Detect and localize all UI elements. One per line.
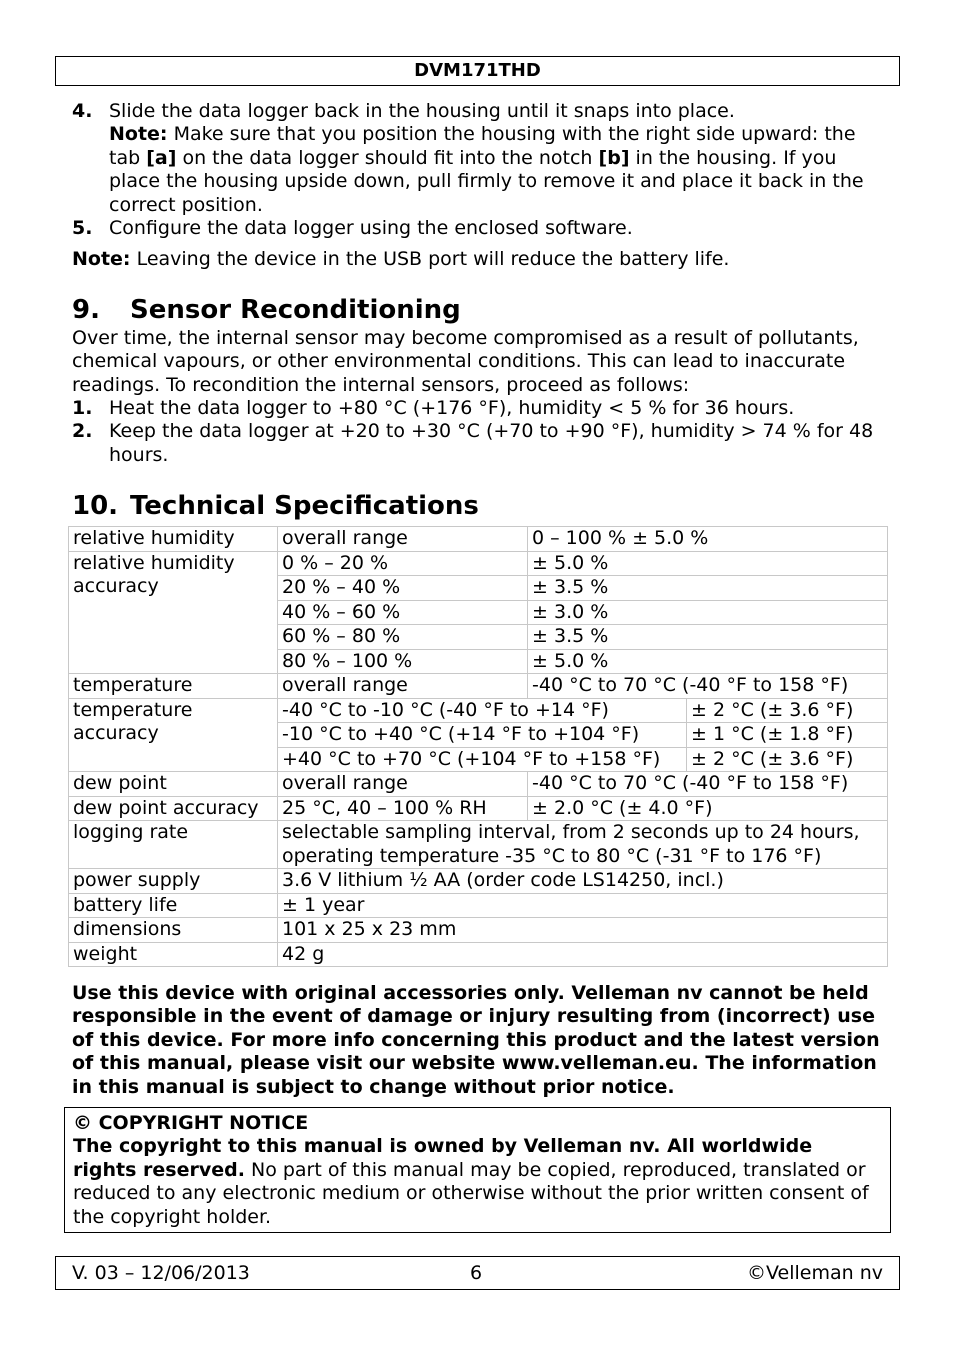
table-row: [69, 796, 888, 821]
spec-range: 40 % – 60 %: [278, 600, 528, 625]
note-text: Leaving the device in the USB port will reduce the battery life.: [130, 248, 730, 271]
note-label: Note:: [109, 123, 168, 146]
spec-label: temperature accuracy: [69, 698, 278, 772]
spec-label: logging rate: [69, 821, 278, 869]
table-row: [69, 674, 888, 699]
spec-label: power supply: [69, 869, 278, 894]
note-label: Note:: [72, 248, 131, 271]
step-text: Heat the data logger to +80 °C (+176 °F), humidity < 5 % for 36 hours.: [109, 397, 795, 420]
table-row: [69, 698, 888, 723]
spec-value: [278, 821, 888, 869]
note-text: on the data logger should fit into the notch: [176, 146, 599, 169]
section-title: Technical Specifications: [130, 491, 479, 522]
page-header: [55, 56, 900, 86]
spec-value: ± 2 °C (± 3.6 °F): [687, 698, 888, 723]
spec-range: -10 °C to +40 °C (+14 °F to +104 °F): [278, 723, 687, 748]
spec-value: ± 2.0 °C (± 4.0 °F): [528, 796, 888, 821]
spec-range: 0 % – 20 %: [278, 551, 528, 576]
spec-label: relative humidity accuracy: [69, 551, 278, 674]
spec-range: overall range: [278, 674, 528, 699]
spec-value: 42 g: [278, 942, 888, 967]
section-title: Sensor Reconditioning: [130, 294, 461, 325]
spec-value: ± 3.5 %: [528, 625, 888, 650]
spec-value-line: selectable sampling interval, from 2 seconds up to 24 hours,: [282, 821, 860, 843]
usb-note: [72, 248, 887, 271]
list-item: [72, 217, 887, 240]
list-item: [72, 100, 887, 217]
page-number: 6: [470, 1262, 483, 1284]
spec-value: ± 5.0 %: [528, 551, 888, 576]
table-row: [69, 942, 888, 967]
spec-value: ± 2 °C (± 3.6 °F): [687, 747, 888, 772]
section-heading: [72, 293, 887, 327]
spec-label: dew point: [69, 772, 278, 797]
company-label: ©Velleman nv: [747, 1262, 883, 1284]
spec-value: ± 3.5 %: [528, 576, 888, 601]
spec-label: relative humidity: [69, 527, 278, 552]
table-row: [69, 772, 888, 797]
specifications-table: [68, 526, 888, 967]
document-title: DVM171THD: [414, 60, 541, 81]
list-item: [72, 420, 887, 467]
step-number: 4.: [72, 100, 93, 122]
section-number: 10.: [72, 491, 119, 522]
copyright-bold-text: The copyright to this manual is owned by Velleman nv. All worldwide rights reserved.: [73, 1135, 813, 1181]
step-number: 2.: [72, 420, 93, 443]
copyright-text: No part of this manual may be copied, reproduced, translated or reduced to any electronic medium or otherwise without the prior written consent of the copyright holder.: [73, 1158, 869, 1228]
table-row: [69, 893, 888, 918]
spec-value: ± 5.0 %: [528, 649, 888, 674]
spec-label: weight: [69, 942, 278, 967]
page-footer: [55, 1256, 900, 1290]
step-number: 1.: [72, 397, 93, 420]
step-text: Slide the data logger back in the housing until it snaps into place.: [109, 100, 735, 122]
spec-label: battery life: [69, 893, 278, 918]
section-heading: [72, 489, 887, 523]
spec-value: -40 °C to 70 °C (-40 °F to 158 °F): [528, 772, 888, 797]
step-number: 5.: [72, 217, 93, 240]
note-text: in the housing. If you place the housing upside down, pull firmly to remove it and place it back in the correct position.: [109, 146, 864, 216]
section-intro: Over time, the internal sensor may become compromised as a result of pollutants, chemical vapours, or other environmental conditions. This can lead to inaccurate readings. To recondition the internal sensors, proceed as follows:: [72, 326, 859, 396]
step-text: Keep the data logger at +20 to +30 °C (+70 to +90 °F), humidity > 74 % for 48 hours.: [109, 420, 874, 466]
copyright-title: © COPYRIGHT NOTICE: [73, 1112, 309, 1134]
step-text: Configure the data logger using the enclosed software.: [109, 217, 633, 240]
list-item: [72, 397, 887, 420]
spec-label: temperature: [69, 674, 278, 699]
table-row: [69, 821, 888, 869]
table-row: [69, 527, 888, 552]
section-number: 9.: [72, 294, 100, 325]
tab-a-label: [a]: [146, 146, 177, 169]
version-label: V. 03 – 12/06/2013: [72, 1262, 250, 1284]
spec-range: overall range: [278, 772, 528, 797]
table-row: [69, 918, 888, 943]
spec-value: ± 1 year: [278, 893, 888, 918]
spec-value: 101 x 25 x 23 mm: [278, 918, 888, 943]
table-row: [69, 551, 888, 576]
spec-label: dimensions: [69, 918, 278, 943]
spec-range: -40 °C to -10 °C (-40 °F to +14 °F): [278, 698, 687, 723]
main-content: [72, 100, 887, 523]
spec-range: overall range: [278, 527, 528, 552]
spec-value-line: operating temperature -35 °C to 80 °C (-31 °F to 176 °F): [282, 844, 822, 867]
spec-range: 80 % – 100 %: [278, 649, 528, 674]
spec-value: ± 3.0 %: [528, 600, 888, 625]
spec-value: ± 1 °C (± 1.8 °F): [687, 723, 888, 748]
spec-range: 60 % – 80 %: [278, 625, 528, 650]
spec-range: 20 % – 40 %: [278, 576, 528, 601]
spec-range: +40 °C to +70 °C (+104 °F to +158 °F): [278, 747, 687, 772]
copyright-notice: [64, 1107, 891, 1233]
spec-value: 0 – 100 % ± 5.0 %: [528, 527, 888, 552]
spec-label: dew point accuracy: [69, 796, 278, 821]
table-row: [69, 869, 888, 894]
spec-range: 25 °C, 40 – 100 % RH: [278, 796, 528, 821]
spec-value: -40 °C to 70 °C (-40 °F to 158 °F): [528, 674, 888, 699]
notch-b-label: [b]: [598, 146, 630, 169]
disclaimer: Use this device with original accessories only. Velleman nv cannot be held responsible in the event of damage or injury resulting from (incorrect) use of this device. For more info concerning this product and the latest version of this manual, please visit our website www.velleman.eu. The information in this manual is subject to change without prior notice.: [72, 982, 880, 1098]
spec-value: 3.6 V lithium ½ AA (order code LS14250, incl.): [278, 869, 888, 894]
note-text: Make sure that you position the housing with the right side upward: the tab: [109, 123, 856, 169]
